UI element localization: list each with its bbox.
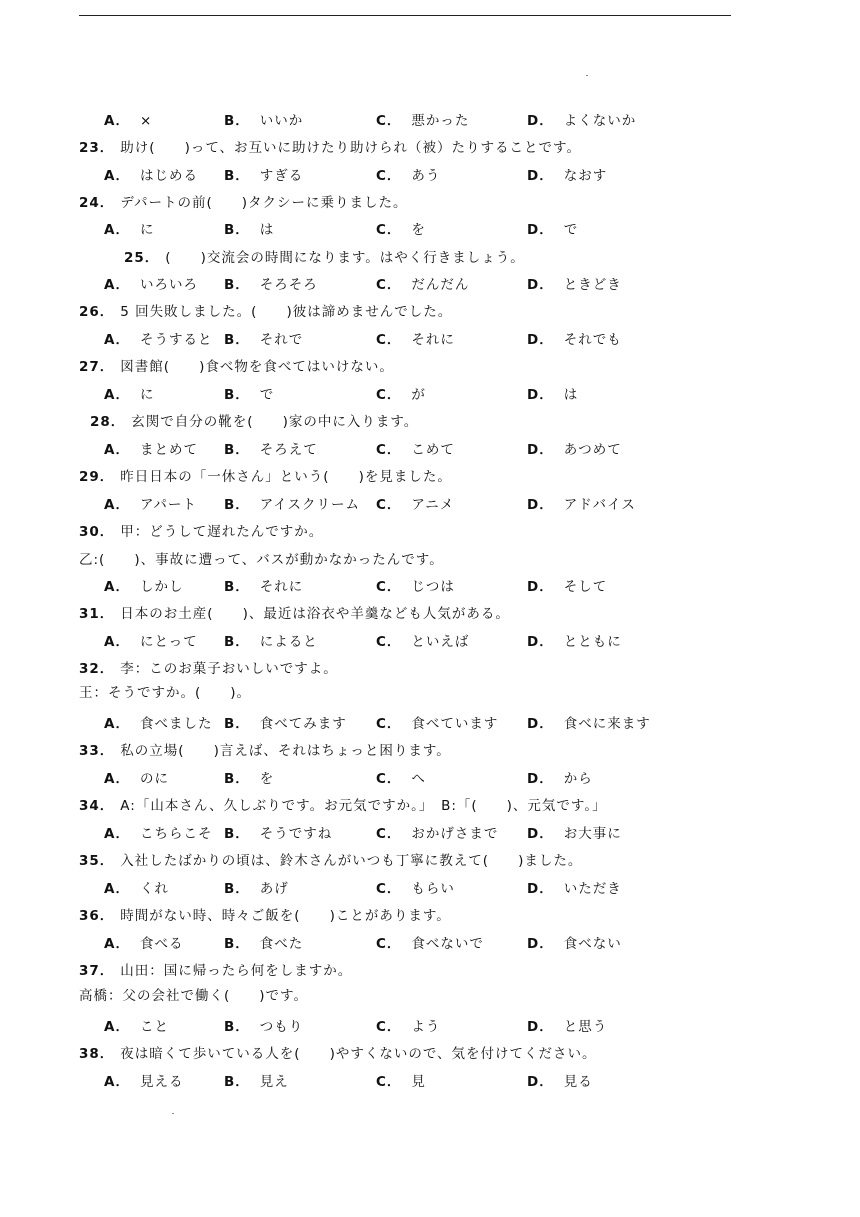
option-label: B．: [224, 387, 250, 403]
option-label: A．: [104, 579, 130, 595]
question-text: 私の立場( )言えば、それはちょっと困ります。: [120, 743, 451, 759]
answer-option: [527, 770, 593, 788]
answer-option: [527, 221, 578, 239]
option-text: そうすると: [139, 332, 213, 348]
option-label: A．: [104, 332, 130, 348]
question-line: [79, 1045, 597, 1063]
answer-option: [376, 167, 440, 185]
option-text: 食べました: [139, 716, 213, 732]
option-label: A．: [104, 826, 130, 842]
option-label: A．: [104, 881, 130, 897]
answer-option: [104, 578, 183, 596]
answer-option: [104, 770, 169, 788]
option-label: D．: [527, 826, 554, 842]
option-label: D．: [527, 332, 554, 348]
option-label: B．: [224, 881, 250, 897]
answer-option: [224, 496, 360, 514]
option-text: よう: [411, 1019, 441, 1035]
question-line: [90, 413, 418, 431]
answer-option: [104, 496, 197, 514]
option-text: 食べる: [139, 936, 184, 952]
question-number: 26．: [79, 304, 115, 320]
option-text: こめて: [411, 442, 455, 458]
option-label: B．: [224, 222, 250, 238]
option-text: 見え: [259, 1074, 289, 1090]
option-text: それに: [411, 332, 455, 348]
option-label: D．: [527, 497, 554, 513]
option-label: B．: [224, 826, 250, 842]
answer-option: [376, 770, 426, 788]
question-number: 31．: [79, 606, 115, 622]
answer-option: [376, 221, 426, 239]
question-number: 37．: [79, 963, 115, 979]
answer-option: [527, 496, 636, 514]
answer-option: [527, 331, 622, 349]
option-label: D．: [527, 716, 554, 732]
option-label: C．: [376, 442, 402, 458]
option-label: A．: [104, 634, 130, 650]
header-rule: [79, 15, 731, 16]
question-line: [79, 742, 451, 760]
question-line: [79, 139, 581, 157]
answer-option: [376, 496, 454, 514]
answer-option: [224, 715, 347, 733]
question-number: 28．: [90, 414, 126, 430]
option-label: C．: [376, 826, 402, 842]
option-text: 食べています: [411, 716, 499, 732]
option-text: しかし: [139, 579, 184, 595]
question-line: [79, 194, 408, 212]
option-label: D．: [527, 881, 554, 897]
answer-option: [376, 331, 455, 349]
option-label: A．: [104, 497, 130, 513]
option-label: A．: [104, 1019, 130, 1035]
option-label: C．: [376, 634, 402, 650]
option-label: B．: [224, 1074, 250, 1090]
option-label: C．: [376, 168, 402, 184]
option-text: それで: [259, 332, 304, 348]
option-text: アドバイス: [563, 497, 636, 513]
option-text: つもり: [259, 1019, 304, 1035]
answer-option: [224, 167, 303, 185]
question-text: 時間がない時、時々ご飯を( )ことがあります。: [120, 908, 451, 924]
answer-option: [376, 633, 469, 651]
option-label: B．: [224, 277, 250, 293]
option-label: B．: [224, 497, 250, 513]
question-text: 日本のお土産( )、最近は浴衣や羊羹なども人気がある。: [120, 606, 510, 622]
question-line: [79, 962, 352, 980]
question-text: 甲：どうして遅れたんですか。: [120, 524, 324, 540]
answer-option: [376, 880, 455, 898]
question-number: 33．: [79, 743, 115, 759]
question-text: 図書館( )食べ物を食べてはいけない。: [120, 359, 394, 375]
answer-option: [527, 441, 622, 459]
question-text: ( )交流会の時間になります。はやく行きましょう。: [165, 250, 525, 266]
option-label: B．: [224, 442, 250, 458]
question-dialogue-line: 王：そうですか。( )。: [79, 685, 252, 701]
option-text: よくないか: [563, 113, 637, 129]
answer-option: [376, 715, 498, 733]
option-label: A．: [104, 771, 130, 787]
question-number: 29．: [79, 469, 115, 485]
option-label: D．: [527, 1019, 554, 1035]
option-text: で: [259, 387, 275, 403]
answer-option: [527, 1073, 593, 1091]
question-number: 23．: [79, 140, 115, 156]
option-label: C．: [376, 277, 402, 293]
question-text: 昨日日本の「一休さん」という( )を見ました。: [120, 469, 452, 485]
option-text: いろいろ: [139, 277, 198, 293]
option-label: D．: [527, 387, 554, 403]
question-line: [124, 249, 525, 267]
option-label: B．: [224, 332, 250, 348]
answer-option: [527, 578, 607, 596]
answer-option: [104, 825, 212, 843]
answer-option: [527, 633, 622, 651]
option-label: B．: [224, 771, 250, 787]
answer-option: [527, 167, 607, 185]
answer-option: [224, 578, 303, 596]
option-text: 食べてみます: [259, 716, 347, 732]
option-text: そろえて: [259, 442, 318, 458]
option-label: C．: [376, 1074, 402, 1090]
option-label: A．: [104, 113, 130, 129]
question-line: [79, 907, 451, 925]
option-text: 食べた: [259, 936, 304, 952]
option-label: A．: [104, 716, 130, 732]
option-label: B．: [224, 579, 250, 595]
answer-option: [376, 386, 426, 404]
option-label: C．: [376, 332, 402, 348]
speck: [172, 1113, 174, 1114]
option-text: なおす: [563, 168, 608, 184]
question-line: [79, 303, 452, 321]
question-line: [79, 358, 394, 376]
answer-option: [376, 578, 455, 596]
option-text: が: [411, 387, 426, 403]
option-text: 見る: [563, 1074, 593, 1090]
question-text: A:「山本さん、久しぶりです。お元気ですか。」 B:「( )、元気です。」: [120, 798, 607, 814]
answer-option: [104, 441, 198, 459]
question-text: 夜は暗くて歩いている人を( )やすくないので、気を付けてください。: [120, 1046, 597, 1062]
answer-option: [376, 1018, 440, 1036]
option-text: は: [563, 387, 579, 403]
answer-option: [104, 331, 212, 349]
option-label: A．: [104, 936, 130, 952]
question-line: [79, 797, 607, 815]
answer-option: [224, 112, 303, 130]
question-text: 助け( )って、お互いに助けたり助けられ（被）たりすることです。: [120, 140, 581, 156]
option-text: それでも: [563, 332, 622, 348]
option-text: ×: [139, 113, 153, 129]
answer-option: [527, 276, 622, 294]
option-text: あげ: [259, 881, 289, 897]
question-line: [79, 468, 452, 486]
option-label: D．: [527, 579, 554, 595]
answer-option: [376, 112, 469, 130]
question-number: 30．: [79, 524, 115, 540]
option-label: C．: [376, 387, 402, 403]
answer-option: [224, 1018, 303, 1036]
option-text: こと: [139, 1019, 169, 1035]
answer-option: [104, 1073, 183, 1091]
answer-option: [376, 825, 498, 843]
option-label: A．: [104, 222, 130, 238]
question-number: 38．: [79, 1046, 115, 1062]
option-text: で: [563, 222, 579, 238]
option-label: C．: [376, 881, 402, 897]
option-text: いただき: [563, 881, 622, 897]
option-text: は: [259, 222, 275, 238]
question-number: 32．: [79, 661, 115, 677]
option-text: のに: [139, 771, 169, 787]
question-line: [79, 852, 582, 870]
question-dialogue-line: 乙:( )、事故に遭って、バスが動かなかったんです。: [79, 552, 444, 568]
question-line: [79, 660, 338, 678]
answer-option: [527, 880, 622, 898]
answer-option: [224, 386, 274, 404]
option-text: アニメ: [411, 497, 455, 513]
option-text: と思う: [563, 1019, 608, 1035]
option-text: それに: [259, 579, 304, 595]
option-text: を: [259, 771, 275, 787]
answer-option: [104, 276, 198, 294]
answer-option: [376, 441, 455, 459]
option-label: A．: [104, 168, 130, 184]
option-text: とともに: [563, 634, 622, 650]
question-text: デパートの前( )タクシーに乗りました。: [120, 195, 408, 211]
option-label: C．: [376, 113, 402, 129]
option-text: あつめて: [563, 442, 622, 458]
option-text: 食べに来ます: [563, 716, 651, 732]
answer-option: [527, 112, 636, 130]
answer-option: [224, 221, 274, 239]
option-text: じつは: [411, 579, 455, 595]
option-text: お大事に: [563, 826, 622, 842]
option-text: もらい: [411, 881, 455, 897]
answer-option: [104, 715, 212, 733]
answer-option: [376, 935, 484, 953]
question-number: 35．: [79, 853, 115, 869]
option-text: から: [563, 771, 593, 787]
option-label: A．: [104, 387, 130, 403]
option-label: C．: [376, 771, 402, 787]
option-label: B．: [224, 936, 250, 952]
option-label: B．: [224, 1019, 250, 1035]
option-label: B．: [224, 113, 250, 129]
option-label: D．: [527, 113, 554, 129]
option-label: D．: [527, 277, 554, 293]
question-line: [79, 605, 510, 623]
answer-option: [104, 935, 183, 953]
option-label: C．: [376, 716, 402, 732]
answer-option: [224, 1073, 289, 1091]
option-label: B．: [224, 716, 250, 732]
answer-option: [104, 1018, 169, 1036]
answer-option: [376, 276, 469, 294]
answer-option: [527, 935, 622, 953]
option-label: C．: [376, 1019, 402, 1035]
option-label: D．: [527, 442, 554, 458]
option-label: D．: [527, 634, 554, 650]
option-text: まとめて: [139, 442, 198, 458]
option-text: を: [411, 222, 426, 238]
option-text: だんだん: [411, 277, 470, 293]
question-text: 入社したばかりの頃は、鈴木さんがいつも丁寧に教えて( )ました。: [120, 853, 583, 869]
option-label: A．: [104, 442, 130, 458]
answer-option: [104, 633, 198, 651]
answer-option: [104, 112, 152, 130]
option-text: おかげさまで: [411, 826, 499, 842]
question-number: 36．: [79, 908, 115, 924]
option-text: に: [139, 387, 155, 403]
option-text: そろそろ: [259, 277, 318, 293]
option-text: へ: [411, 771, 426, 787]
answer-option: [224, 276, 318, 294]
option-text: アイスクリーム: [259, 497, 360, 513]
option-text: に: [139, 222, 155, 238]
option-label: B．: [224, 168, 250, 184]
option-label: C．: [376, 936, 402, 952]
option-label: A．: [104, 1074, 130, 1090]
answer-option: [104, 167, 198, 185]
option-text: こちらこそ: [139, 826, 213, 842]
option-text: そうですね: [259, 826, 333, 842]
question-number: 27．: [79, 359, 115, 375]
option-text: そして: [563, 579, 608, 595]
answer-option: [527, 825, 622, 843]
question-text: 玄関で自分の靴を( )家の中に入ります。: [131, 414, 419, 430]
answer-option: [527, 715, 651, 733]
option-text: いいか: [259, 113, 304, 129]
option-text: 食べない: [563, 936, 622, 952]
question-dialogue-line: 高橋：父の会社で働く( )です。: [79, 988, 308, 1004]
question-number: 24．: [79, 195, 115, 211]
option-text: すぎる: [259, 168, 304, 184]
answer-option: [376, 1073, 426, 1091]
question-number: 25．: [124, 250, 160, 266]
answer-option: [224, 441, 318, 459]
option-label: D．: [527, 771, 554, 787]
option-label: C．: [376, 579, 402, 595]
question-text: 山田：国に帰ったら何をしますか。: [120, 963, 353, 979]
option-text: 見える: [139, 1074, 184, 1090]
answer-option: [224, 935, 303, 953]
answer-option: [224, 880, 289, 898]
option-text: アパート: [139, 497, 197, 513]
answer-option: [104, 221, 154, 239]
option-text: 食べないで: [411, 936, 484, 952]
answer-option: [104, 880, 169, 898]
option-label: D．: [527, 222, 554, 238]
option-label: A．: [104, 277, 130, 293]
question-number: 34．: [79, 798, 115, 814]
option-text: 悪かった: [411, 113, 470, 129]
answer-option: [224, 770, 274, 788]
option-label: D．: [527, 936, 554, 952]
answer-option: [527, 1018, 607, 1036]
option-text: といえば: [411, 634, 470, 650]
answer-option: [527, 386, 578, 404]
answer-option: [104, 386, 154, 404]
option-text: はじめる: [139, 168, 198, 184]
option-label: D．: [527, 1074, 554, 1090]
answer-option: [224, 331, 303, 349]
question-text: 李：このお菓子おいしいですよ。: [120, 661, 338, 677]
option-label: C．: [376, 497, 402, 513]
answer-option: [224, 825, 332, 843]
speck: [586, 75, 588, 76]
question-text: 5 回失敗しました。( )彼は諦めませんでした。: [120, 304, 453, 320]
option-text: くれ: [139, 881, 169, 897]
option-text: あう: [411, 168, 441, 184]
option-text: ときどき: [563, 277, 622, 293]
option-text: によると: [259, 634, 318, 650]
option-label: B．: [224, 634, 250, 650]
question-line: [79, 523, 323, 541]
option-text: 見: [411, 1074, 426, 1090]
answer-option: [224, 633, 318, 651]
option-label: C．: [376, 222, 402, 238]
option-text: にとって: [139, 634, 198, 650]
option-label: D．: [527, 168, 554, 184]
